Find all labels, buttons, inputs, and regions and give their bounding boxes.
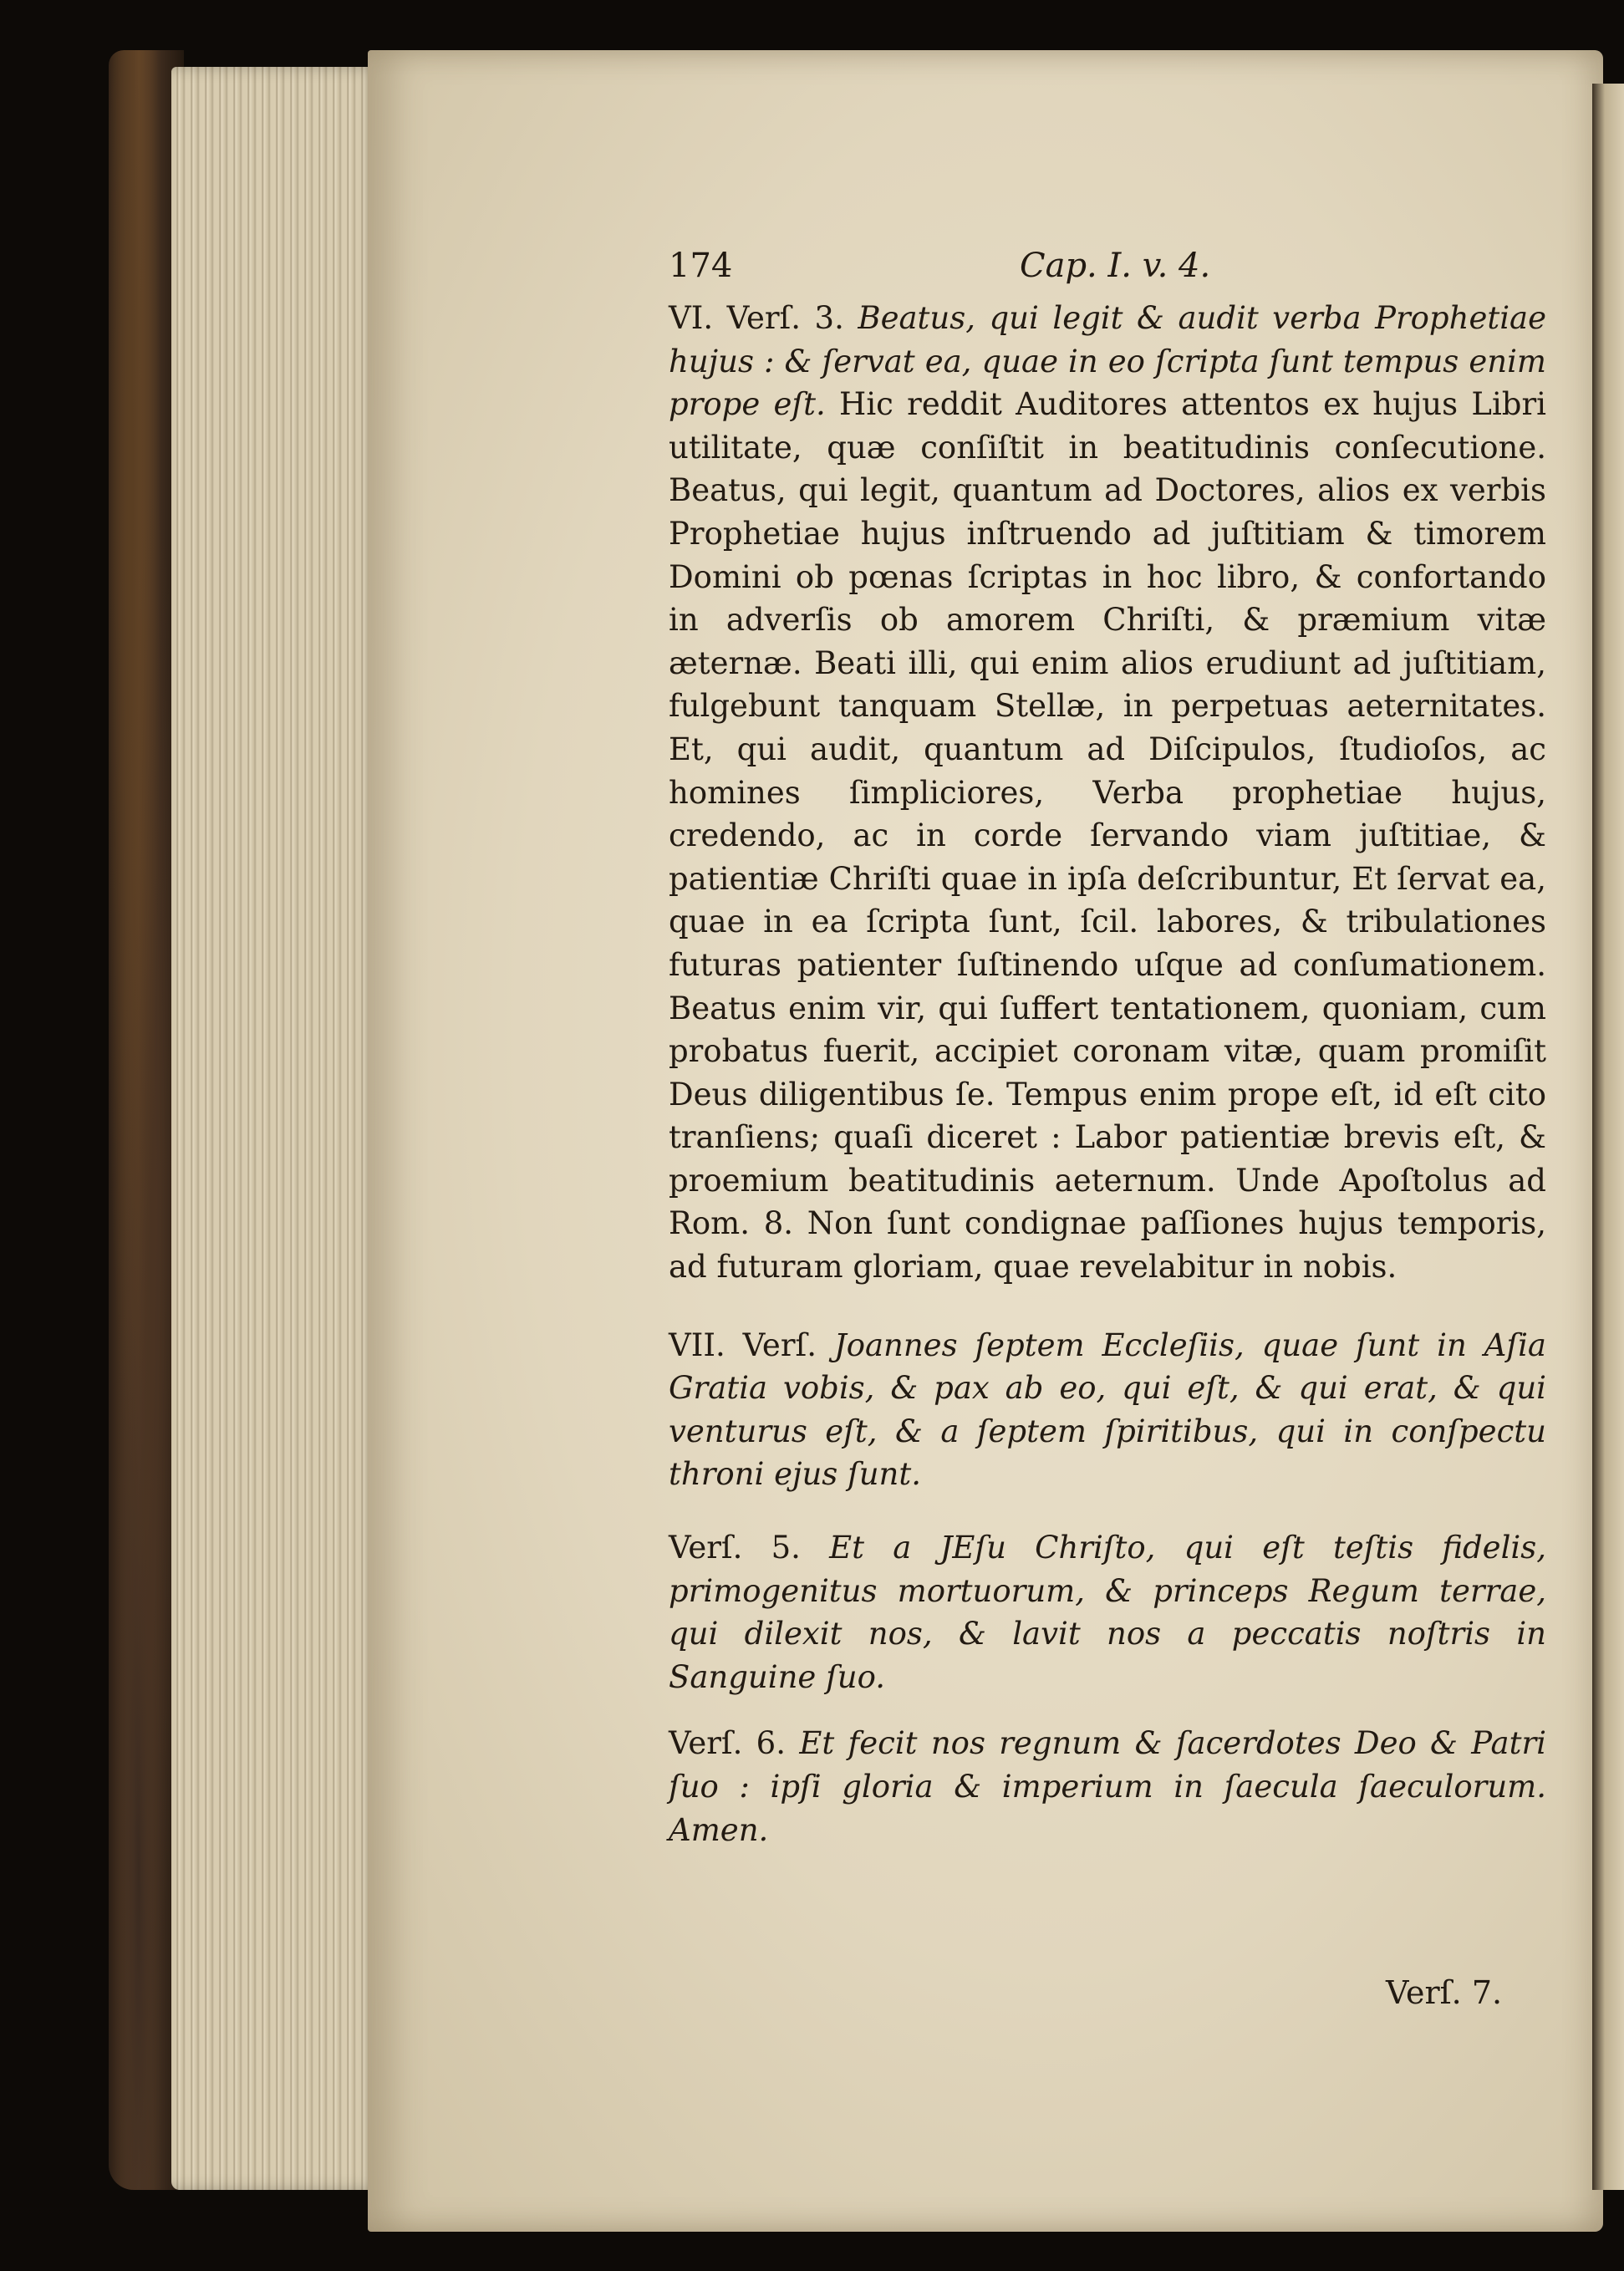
verse-lemma: Beatus, qui legit & audit verba Prophetiae hujus : & ſervat ea, quae in eo ſcripta ſunt tempus enim prope eſt. [669,300,1546,423]
text-block [669,247,1546,1851]
verse-lemma: Et fecit nos regnum & ſacerdotes Deo & Patri ſuo : ipſi gloria & imperium in ſaecula ſaeculorum. Amen. [669,1725,1546,1848]
page-header [669,247,1546,297]
verse-label: VII. Verſ. [669,1326,817,1363]
verse-label: Verſ. 5. [669,1530,801,1566]
running-head: Cap. I. v. 4. [1020,247,1211,285]
paragraph-verse-3 [669,297,1546,1289]
catchword: Verſ. 7. [1386,1974,1503,2011]
paragraph-verse-4 [669,1324,1546,1496]
verse-lemma: Joannes ſeptem Eccleſiis, quae ſunt in Aſia Gratia vobis, & pax ab eo, qui eſt, & qui erat, & qui venturus eſt, & a ſeptem ſpiritibus, qui in conſpectu throni ejus ſunt. [669,1326,1546,1493]
verse-label: VI. Verſ. 3. [669,300,844,336]
next-page-edge [1592,84,1624,2190]
paragraph-verse-6 [669,1722,1546,1851]
page-number: 174 [669,247,733,285]
paragraph-verse-5 [669,1526,1546,1698]
page-edges [171,67,380,2190]
commentary-text: Hic reddit Auditores attentos ex hujus Libri utilitate, quæ conſiſtit in beatitudinis conſecutione. Beatus, qui legit, quantum ad Doctores, alios ex verbis Prophetiae hujus inſtruendo ad juſtitiam & timorem Domini ob pœnas ſcriptas in hoc libro, & confortando in adverſis ob amorem Chriſti, & præmium vitæ æternæ. Beati illi, qui enim alios erudiunt ad juſtitiam, fulgebunt tanquam Stellæ, in perpetuas aeternitates. Et, qui audit, quantum ad Diſcipulos, ſtudioſos, ac homines ſimpliciores, Verba prophetiae hujus, credendo, ac in corde ſervando viam juſtitiae, & patientiæ Chriſti quae in ipſa deſcribuntur, Et ſervat ea, quae in ea ſcripta ſunt, ſcil. labores, & tribulationes futuras patienter ſuſtinendo uſque ad conſumationem. Beatus enim vir, qui ſuffert tentationem, quoniam, cum probatus fuerit, accipiet coronam vitæ, quam promiſit Deus diligentibus ſe. Tempus enim prope eſt, id eſt cito tranſiens; quaſi diceret : Labor patientiæ brevis eſt, & proemium beatitudinis aeternum. Unde Apoſtolus ad Rom. 8. Non ſunt condignae paſſiones hujus temporis, ad futuram gloriam, quae revelabitur in nobis. [669,386,1547,1286]
verse-lemma: Et a JEſu Chriſto, qui eſt teſtis fidelis, primogenitus mortuorum, & princeps Regum terrae, qui dilexit nos, & lavit nos a peccatis noſtris in Sanguine ſuo. [669,1530,1546,1695]
verse-label: Verſ. 6. [669,1725,786,1762]
